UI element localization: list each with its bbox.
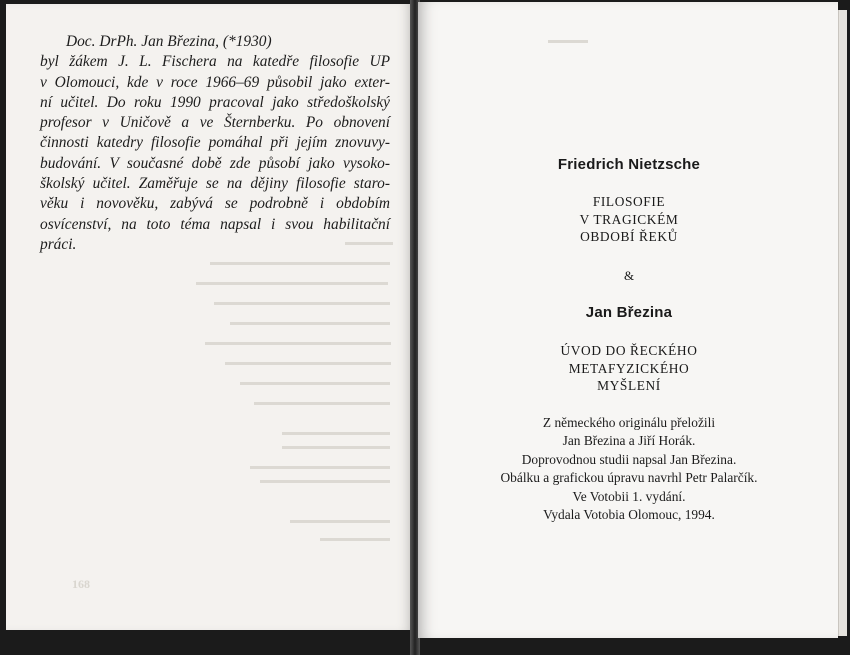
colophon-line: Ve Votobii 1. vydání.	[572, 488, 686, 504]
work-title-2-line: MYŠLENÍ	[597, 378, 661, 393]
colophon-line: Jan Březina a Jiří Horák.	[562, 433, 696, 449]
bio-line: profesor v Uničově a ve Šternberku. Po obnovení	[40, 114, 390, 132]
bio-line: osvícenství, na toto téma napsal i svou habilitační	[40, 215, 390, 233]
bleed-through-page-number: 168	[72, 577, 90, 591]
work-title-2	[420, 342, 838, 395]
author-brezina: Jan Březina	[585, 304, 673, 321]
bio-line: školský učitel. Zaměřuje se na dějiny filosofie staro-	[40, 175, 390, 193]
work-title-1-line: OBDOBÍ ŘEKŮ	[580, 229, 678, 244]
colophon-line: Doprovodnou studii napsal Jan Březina.	[521, 451, 737, 467]
bio-line: v Olomouci, kde v roce 1966–69 působil jako exter-	[40, 73, 390, 91]
author-nietzsche: Friedrich Nietzsche	[557, 156, 701, 173]
bio-line: věku i novověku, zabývá se podrobně i obdobím	[40, 195, 390, 213]
colophon-line: Obálku a grafickou úpravu navrhl Petr Palarčík.	[500, 470, 758, 486]
bio-line: budování. V současné době zde působí jako vysoko-	[40, 154, 390, 172]
bio-line: práci.	[40, 235, 77, 253]
work-title-1-line: FILOSOFIE	[592, 194, 666, 209]
work-title-2-line: ÚVOD DO ŘECKÉHO	[560, 343, 698, 358]
bio-line: Doc. DrPh. Jan Březina, (*1930)	[66, 33, 272, 50]
work-title-2-line: METAFYZICKÉHO	[568, 360, 690, 376]
work-title-1	[420, 193, 838, 246]
colophon	[420, 414, 838, 524]
work-title-1-line: V TRAGICKÉM	[579, 211, 679, 227]
colophon-line: Vydala Votobia Olomouc, 1994.	[543, 507, 715, 523]
colophon-line: Z německého originálu přeložili	[542, 415, 716, 430]
bio-line: činnosti katedry filosofie pomáhal při jejím znovuvy-	[40, 134, 390, 152]
bio-line: ní učitel. Do roku 1990 pracoval jako středoškolský	[40, 93, 390, 111]
ampersand: &	[623, 268, 635, 283]
bio-line: byl žákem J. L. Fischera na katedře filosofie UP	[40, 53, 390, 71]
